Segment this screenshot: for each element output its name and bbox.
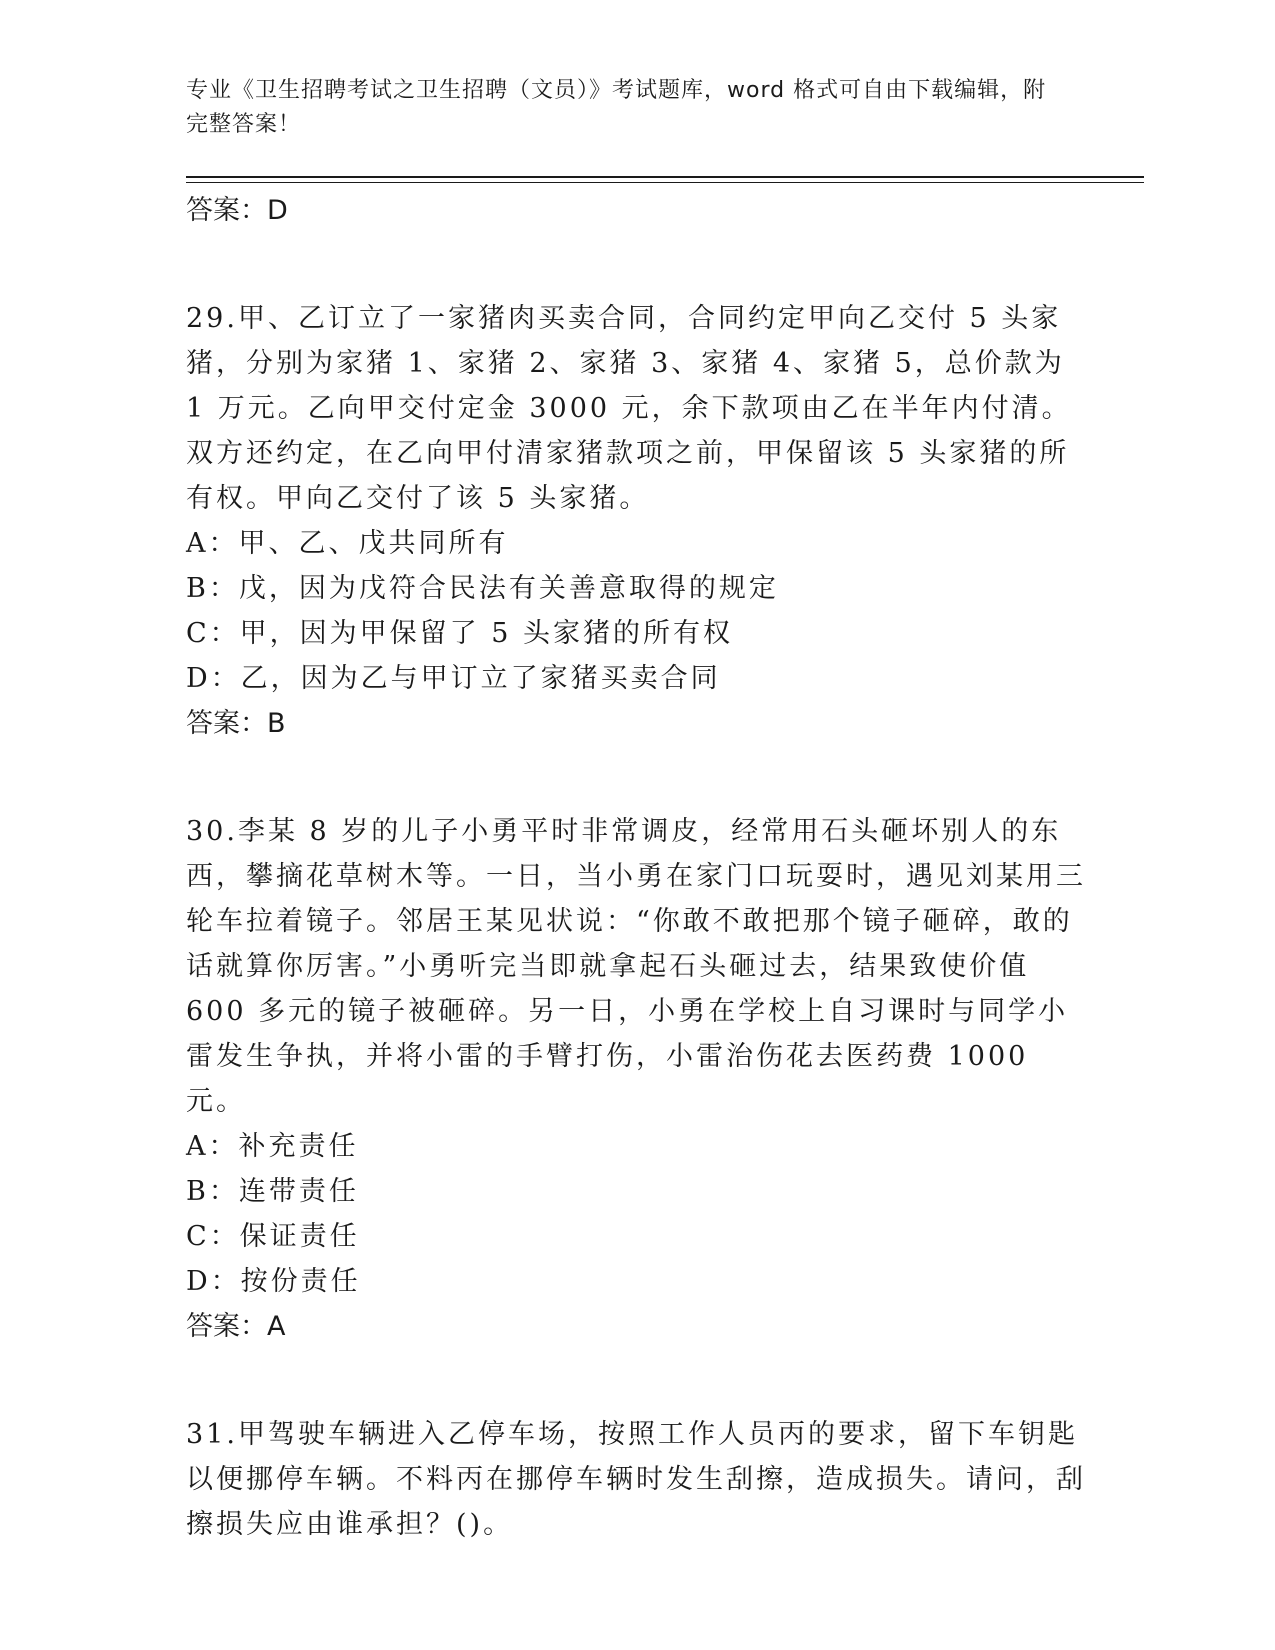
header-divider-thin [186,182,1144,183]
spacer [186,746,1086,809]
header-divider-thick [186,176,1144,178]
question-text: 30.李某 8 岁的儿子小勇平时非常调皮，经常用石头砸坏别人的东西，攀摘花草树木等。一日，当小勇在家门口玩耍时，遇见刘某用三轮车拉着镜子。邻居王某见状说：“你敢不敢把那个镜子砸碎，敢的话就算你厉害。”小勇听完当即就拿起石头砸过去，结果致使价值 600 多元的镜子被砸碎。另一日，小勇在学校上自习课时与同学小雷发生争执，并将小雷的手臂打伤，小雷治伤花去医药费 1000 元。 [186,816,1086,1117]
option-d: D：按份责任 [186,1266,361,1297]
spacer [186,1349,1086,1412]
spacer [186,233,1086,296]
option-b: B：连带责任 [186,1176,359,1207]
option-d: D：乙，因为乙与甲订立了家猪买卖合同 [186,663,721,694]
answer-line: 答案：B [186,708,286,739]
question-block [186,1412,1086,1547]
question-text: 31.甲驾驶车辆进入乙停车场，按照工作人员丙的要求，留下车钥匙以便挪停车辆。不料丙在挪停车辆时发生刮擦，造成损失。请问，刮擦损失应由谁承担？()。 [186,1419,1086,1540]
question-text: 29.甲、乙订立了一家猪肉买卖合同，合同约定甲向乙交付 5 头家猪，分别为家猪 1、家猪 2、家猪 3、家猪 4、家猪 5，总价款为 1 万元。乙向甲交付定金 3000 元，余下款项由乙在半年内付清。双方还约定，在乙向甲付清家猪款项之前，甲保留该 5 头家猪的所有权。甲向乙交付了该 5 头家猪。 [186,303,1072,514]
answer-line: 答案：A [186,1311,286,1342]
question-block [186,809,1086,1349]
option-c: C：保证责任 [186,1221,360,1252]
option-a: A：补充责任 [186,1131,359,1162]
option-a: A：甲、乙、戊共同所有 [186,528,509,559]
question-block [186,296,1086,746]
option-b: B：戊，因为戊符合民法有关善意取得的规定 [186,573,779,604]
option-c: C：甲，因为甲保留了 5 头家猪的所有权 [186,618,734,649]
page-header: 专业《卫生招聘考试之卫生招聘（文员）》考试题库，word 格式可自由下载编辑，附完整答案！ [186,78,1047,137]
document-content [186,188,1086,1547]
answer-line: 答案：D [186,195,288,226]
